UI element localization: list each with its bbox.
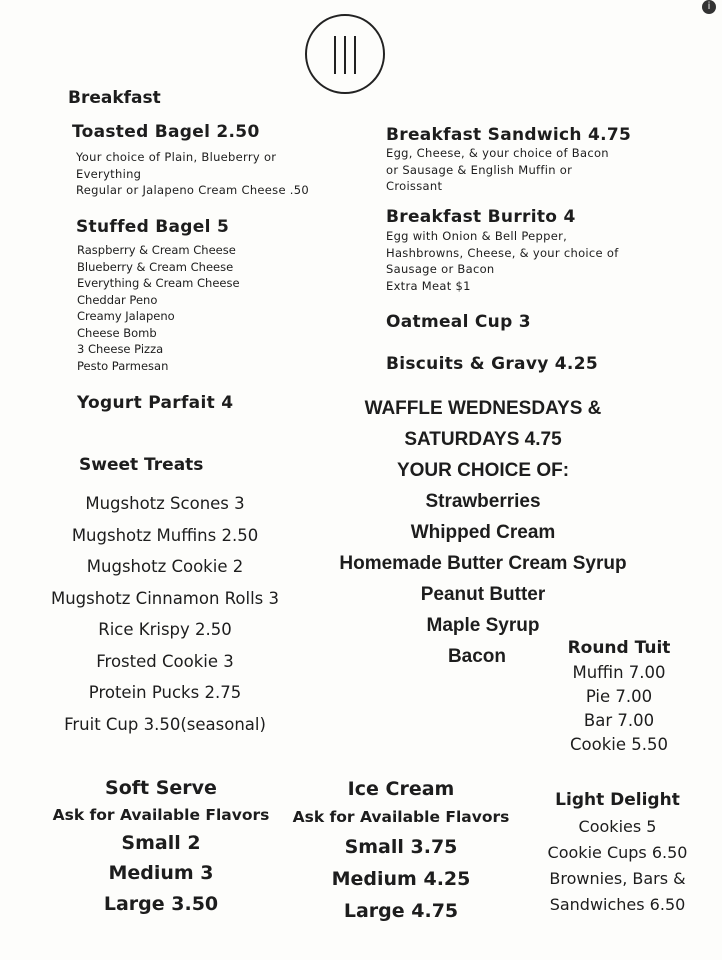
round-tuit-heading: Round Tuit: [567, 638, 671, 658]
desc-line: Egg, Cheese, & your choice of Bacon: [386, 146, 609, 160]
list-item: Creamy Jalapeno: [77, 309, 175, 323]
list-item: Fruit Cup 3.50(seasonal): [64, 714, 266, 734]
light-delight-list: [525, 814, 710, 918]
list-item: Mugshotz Scones 3: [85, 494, 245, 513]
list-item: Cookie Cups 6.50: [547, 843, 688, 862]
soft-serve-section: [45, 774, 277, 920]
breakfast-heading: Breakfast: [68, 88, 161, 108]
desc-line: Your choice of Plain, Blueberry or: [76, 150, 277, 164]
list-item: Mugshotz Cinnamon Rolls 3: [50, 588, 280, 608]
list-item: Everything & Cream Cheese: [77, 276, 240, 290]
soft-serve-size: Medium 3: [108, 862, 214, 884]
light-delight-heading: Light Delight: [555, 790, 680, 810]
desc-line: or Sausage & English Muffin or: [386, 162, 573, 177]
list-item: 3 Cheese Pizza: [77, 342, 164, 356]
desc-line: Sausage or Bacon: [386, 262, 495, 276]
waffle-line: Strawberries: [425, 491, 541, 512]
list-item: Frosted Cookie 3: [96, 651, 234, 671]
soft-serve-note: Ask for Available Flavors: [52, 806, 270, 824]
list-item: Cheddar Peno: [77, 292, 158, 307]
waffle-line: YOUR CHOICE OF:: [396, 460, 570, 481]
list-item: Rice Krispy 2.50: [98, 620, 232, 639]
oatmeal-cup: Oatmeal Cup 3: [386, 312, 531, 332]
toasted-bagel-desc: [76, 149, 309, 199]
round-tuit-list: [555, 661, 683, 757]
list-item: Mugshotz Cookie 2: [86, 557, 244, 576]
waffle-line: WAFFLE WEDNESDAYS &: [364, 398, 602, 419]
stuffed-bagel-options: [77, 242, 240, 374]
waffle-line: Peanut Butter: [420, 584, 546, 605]
sweet-treats-list: [35, 488, 295, 740]
soft-serve-heading: Soft Serve: [105, 777, 217, 799]
list-item: Muffin 7.00: [572, 663, 666, 682]
waffle-line: Bacon: [447, 646, 507, 667]
sweet-treats-heading: Sweet Treats: [79, 455, 204, 475]
biscuits-gravy: Biscuits & Gravy 4.25: [386, 354, 598, 374]
desc-line: Egg with Onion & Bell Pepper,: [386, 229, 568, 243]
list-item: Blueberry & Cream Cheese: [77, 259, 234, 274]
ice-cream-size: Medium 4.25: [331, 868, 471, 890]
soft-serve-size: Large 3.50: [103, 893, 219, 915]
breakfast-sandwich-desc: [386, 145, 609, 195]
desc-line: Hashbrowns, Cheese, & your choice of: [386, 245, 619, 260]
list-item: Raspberry & Cream Cheese: [77, 243, 236, 257]
waffle-line: Homemade Butter Cream Syrup: [339, 553, 627, 574]
list-item: Pie 7.00: [585, 687, 653, 706]
waffle-line: Maple Syrup: [426, 615, 540, 636]
desc-line: Everything: [76, 166, 142, 181]
waffle-line: Whipped Cream: [410, 522, 556, 543]
ice-cream-section: [283, 775, 519, 927]
logo-icon: [305, 14, 385, 94]
breakfast-sandwich-title: Breakfast Sandwich 4.75: [386, 125, 632, 145]
list-item: Cookies 5: [578, 817, 657, 836]
list-item: Pesto Parmesan: [77, 358, 169, 373]
ice-cream-size: Large 4.75: [343, 900, 459, 922]
desc-line: Extra Meat $1: [386, 278, 471, 293]
list-item: Mugshotz Muffins 2.50: [71, 525, 259, 545]
info-icon: i: [702, 0, 716, 14]
toasted-bagel-title: Toasted Bagel 2.50: [72, 122, 260, 142]
soft-serve-size: Small 2: [121, 832, 201, 854]
ice-cream-size: Small 3.75: [344, 836, 458, 858]
list-item: Sandwiches 6.50: [549, 895, 686, 914]
ice-cream-note: Ask for Available Flavors: [292, 808, 510, 826]
list-item: Brownies, Bars &: [549, 869, 686, 888]
list-item: Cookie 5.50: [570, 735, 668, 754]
desc-line: Regular or Jalapeno Cream Cheese .50: [76, 183, 309, 197]
waffle-special: [300, 393, 666, 672]
breakfast-burrito-title: Breakfast Burrito 4: [386, 207, 576, 227]
list-item: Cheese Bomb: [77, 325, 157, 340]
stuffed-bagel-title: Stuffed Bagel 5: [76, 217, 230, 237]
desc-line: Croissant: [386, 179, 443, 193]
list-item: Protein Pucks 2.75: [88, 683, 242, 702]
yogurt-parfait: Yogurt Parfait 4: [77, 393, 234, 413]
waffle-line: SATURDAYS 4.75: [404, 429, 562, 450]
list-item: Bar 7.00: [583, 711, 655, 730]
breakfast-burrito-desc: [386, 228, 619, 294]
ice-cream-heading: Ice Cream: [347, 778, 455, 800]
